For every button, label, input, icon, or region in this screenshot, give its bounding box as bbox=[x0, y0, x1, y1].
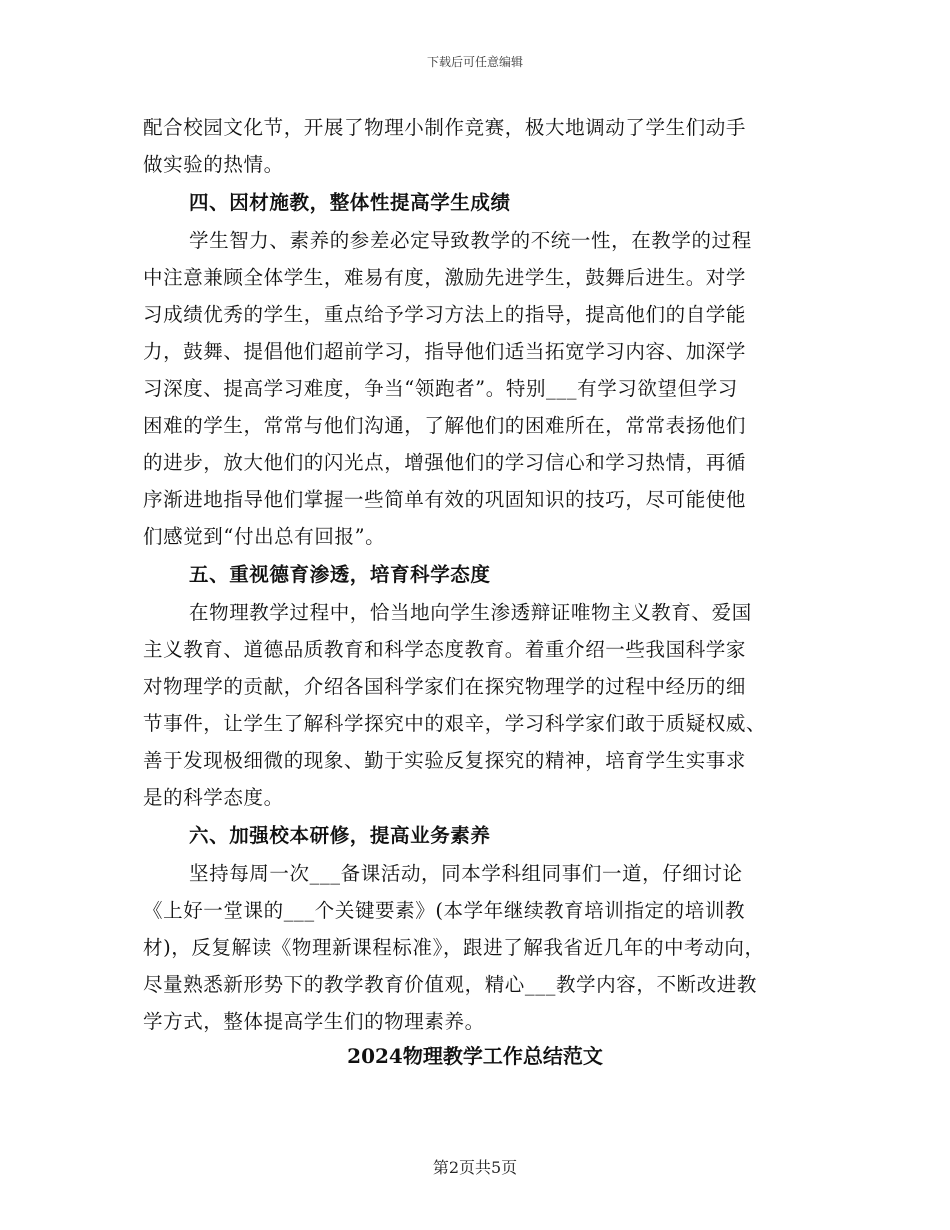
paragraph-line: 做实验的热情。 bbox=[143, 153, 284, 176]
paragraph-line: 配合校园文化节，开展了物理小制作竞赛，极大地调动了学生们动手 bbox=[143, 116, 747, 139]
paragraph-line: 困难的学生，常常与他们沟通，了解他们的困难所在，常常表扬他们 bbox=[143, 414, 747, 437]
paragraph-line: 善于发现极细微的现象、勤于实验反复探究的精神，培育学生实事求 bbox=[143, 749, 747, 772]
paragraph-line: 习深度、提高学习难度，争当“领跑者”。特别___有学习欲望但学习 bbox=[143, 377, 738, 400]
paragraph-line: 节事件，让学生了解科学探究中的艰辛，学习科学家们敢于质疑权威、 bbox=[143, 712, 767, 735]
paragraph-line: 序渐进地指导他们掌握一些简单有效的巩固知识的技巧，尽可能使他 bbox=[143, 488, 747, 511]
paragraph-line: 是的科学态度。 bbox=[143, 786, 284, 809]
paragraph-line: 力，鼓舞、提倡他们超前学习，指导他们适当拓宽学习内容、加深学 bbox=[143, 340, 747, 363]
paragraph-line: 习成绩优秀的学生，重点给予学习方法上的指导，提高他们的自学能 bbox=[143, 303, 747, 326]
paragraph-line: 们感觉到“付出总有回报”。 bbox=[143, 525, 386, 548]
paragraph-line: 《上好一堂课的___个关键要素》(本学年继续教育培训指定的培训教 bbox=[143, 899, 746, 922]
paragraph-line: 中注意兼顾全体学生，难易有度，激励先进学生，鼓舞后进生。对学 bbox=[143, 266, 747, 289]
paragraph-line: 主义教育、道德品质教育和科学态度教育。着重介绍一些我国科学家 bbox=[143, 638, 747, 661]
paragraph-line: 坚持每周一次___备课活动，同本学科组同事们一道，仔细讨论 bbox=[189, 862, 743, 885]
section-heading-6: 六、加强校本研修，提高业务素养 bbox=[189, 824, 491, 847]
paragraph-line: 材)，反复解读《物理新课程标准》，跟进了解我省近几年的中考动向， bbox=[143, 936, 765, 959]
section-heading-5: 五、重视德育渗透，培育科学态度 bbox=[189, 563, 491, 586]
page-header-note: 下载后可任意编辑 bbox=[426, 55, 523, 69]
page-number: 第2页共5页 bbox=[432, 1158, 518, 1177]
paragraph-line: 的进步，放大他们的闪光点，增强他们的学习信心和学习热情，再循 bbox=[143, 451, 747, 474]
paragraph-line: 学生智力、素养的参差必定导致教学的不统一性，在教学的过程 bbox=[189, 229, 752, 252]
document-title: 2024物理教学工作总结范文 bbox=[347, 1044, 603, 1068]
section-heading-4: 四、因材施教，整体性提高学生成绩 bbox=[189, 191, 511, 214]
paragraph-line: 学方式，整体提高学生们的物理素养。 bbox=[143, 1010, 485, 1033]
paragraph-line: 对物理学的贡献，介绍各国科学家们在探究物理学的过程中经历的细 bbox=[143, 675, 747, 698]
paragraph-line: 尽量熟悉新形势下的教学教育价值观，精心___教学内容，不断改进教 bbox=[143, 973, 757, 996]
paragraph-line: 在物理教学过程中，恰当地向学生渗透辩证唯物主义教育、爱国 bbox=[189, 601, 752, 624]
